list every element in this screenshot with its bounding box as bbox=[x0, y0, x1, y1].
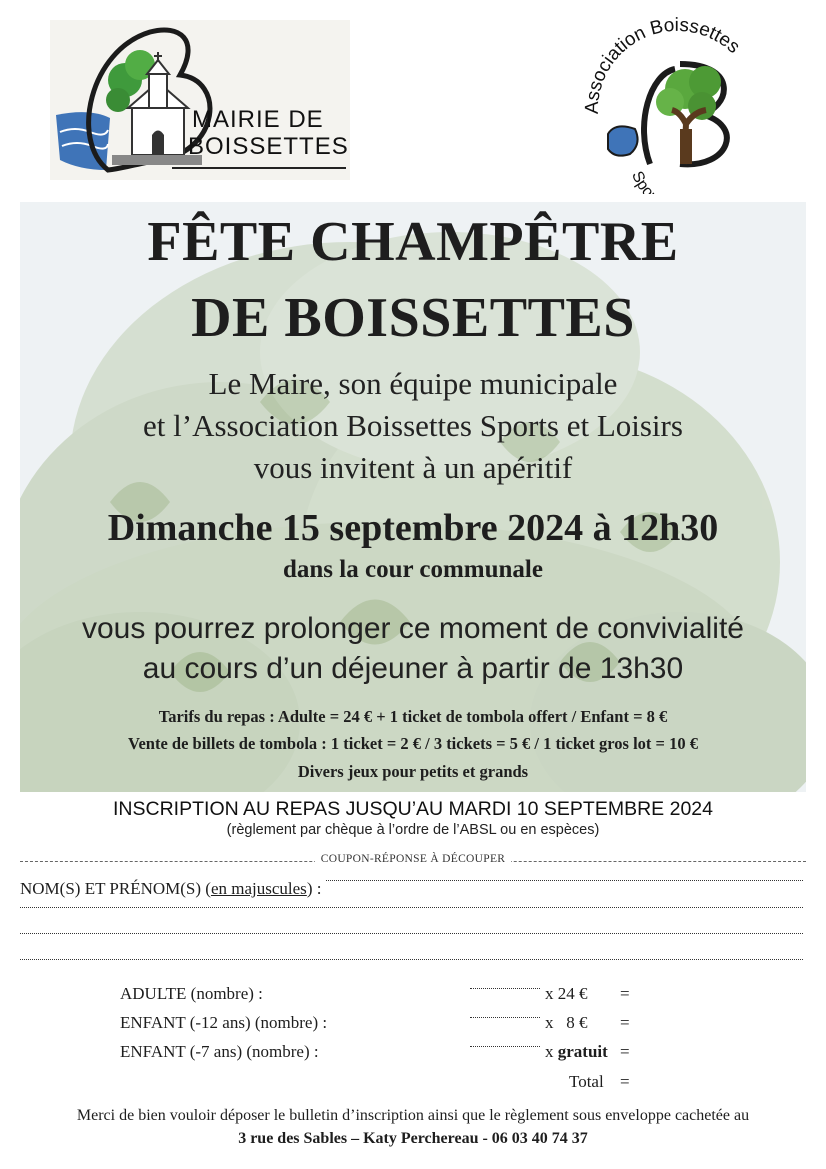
name-field-label: NOM(S) ET PRÉNOM(S) (en majuscules) : bbox=[20, 879, 325, 899]
adult-price: x 24 € bbox=[545, 984, 588, 1003]
footer-instructions: Merci de bien vouloir déposer le bulletin d’inscription ainsi que le règlement sous enveloppe cachetée au bbox=[76, 1107, 750, 1124]
child12-price: x 8 € bbox=[545, 1013, 588, 1032]
event-place: dans la cour communale bbox=[283, 556, 543, 583]
games-note: Divers jeux pour petits et grands bbox=[297, 762, 529, 781]
total-equals: = bbox=[620, 1072, 630, 1091]
mairie-logo-line1: MAIRIE DE bbox=[192, 106, 324, 133]
coupon-cut-line bbox=[20, 853, 806, 869]
event-date: Dimanche 15 septembre 2024 à 12h30 bbox=[107, 507, 719, 549]
adult-count-field[interactable] bbox=[470, 988, 540, 989]
footer-address: 3 rue des Sables – Katy Perchereau - 06 03 40 74 37 bbox=[238, 1130, 588, 1147]
association-logo-bottom-text: Spo bbox=[628, 168, 657, 194]
coupon-cut-label: COUPON-RÉPONSE À DÉCOUPER bbox=[315, 853, 512, 865]
mairie-logo bbox=[50, 20, 350, 180]
name-label-underlined: en majuscules bbox=[210, 879, 307, 898]
association-logo-top-text: Association Boissettes bbox=[581, 14, 744, 115]
child12-count-label: ENFANT (-12 ans) (nombre) : bbox=[120, 1013, 328, 1032]
payment-note: (règlement par chèque à l’ordre de l’ABSL ou en espèces) bbox=[226, 822, 600, 838]
name-label-prefix: NOM(S) ET PRÉNOM(S) bbox=[20, 879, 202, 898]
mairie-logo-line2: BOISSETTES bbox=[188, 133, 349, 160]
adult-count-label: ADULTE (nombre) : bbox=[120, 984, 263, 1003]
child12-count-field[interactable] bbox=[470, 1017, 540, 1018]
name-line-2[interactable] bbox=[20, 907, 803, 908]
page-title-line2: DE BOISSETTES bbox=[191, 287, 635, 349]
name-line-4[interactable] bbox=[20, 959, 803, 960]
invite-line1: Le Maire, son équipe municipale bbox=[208, 366, 618, 401]
association-logo-text bbox=[580, 14, 770, 199]
hero-section bbox=[20, 202, 806, 792]
adult-equals: = bbox=[620, 984, 630, 1003]
name-line-3[interactable] bbox=[20, 933, 803, 934]
child12-equals: = bbox=[620, 1013, 630, 1032]
lunch-line2: au cours d’un déjeuner à partir de 13h30 bbox=[142, 652, 684, 685]
raffle-prices: Vente de billets de tombola : 1 ticket = 2 € / 3 tickets = 5 € / 1 ticket gros lot = 10 € bbox=[128, 734, 698, 753]
lunch-line1: vous pourrez prolonger ce moment de convivialité bbox=[81, 612, 744, 645]
registration-deadline: INSCRIPTION AU REPAS JUSQU’AU MARDI 10 SEPTEMBRE 2024 bbox=[113, 798, 713, 820]
association-logo bbox=[580, 14, 770, 194]
invite-line2: et l’Association Boissettes Sports et Loisirs bbox=[143, 408, 683, 443]
invite-line3: vous invitent à un apéritif bbox=[253, 450, 573, 485]
child7-equals: = bbox=[620, 1042, 630, 1061]
page-title-line1: FÊTE CHAMPÊTRE bbox=[147, 211, 679, 273]
total-label: Total bbox=[569, 1072, 604, 1091]
child7-count-field[interactable] bbox=[470, 1046, 540, 1047]
child7-price: x gratuit bbox=[545, 1042, 608, 1061]
meal-prices: Tarifs du repas : Adulte = 24 € + 1 ticket de tombola offert / Enfant = 8 € bbox=[158, 707, 668, 726]
child7-count-label: ENFANT (-7 ans) (nombre) : bbox=[120, 1042, 319, 1061]
